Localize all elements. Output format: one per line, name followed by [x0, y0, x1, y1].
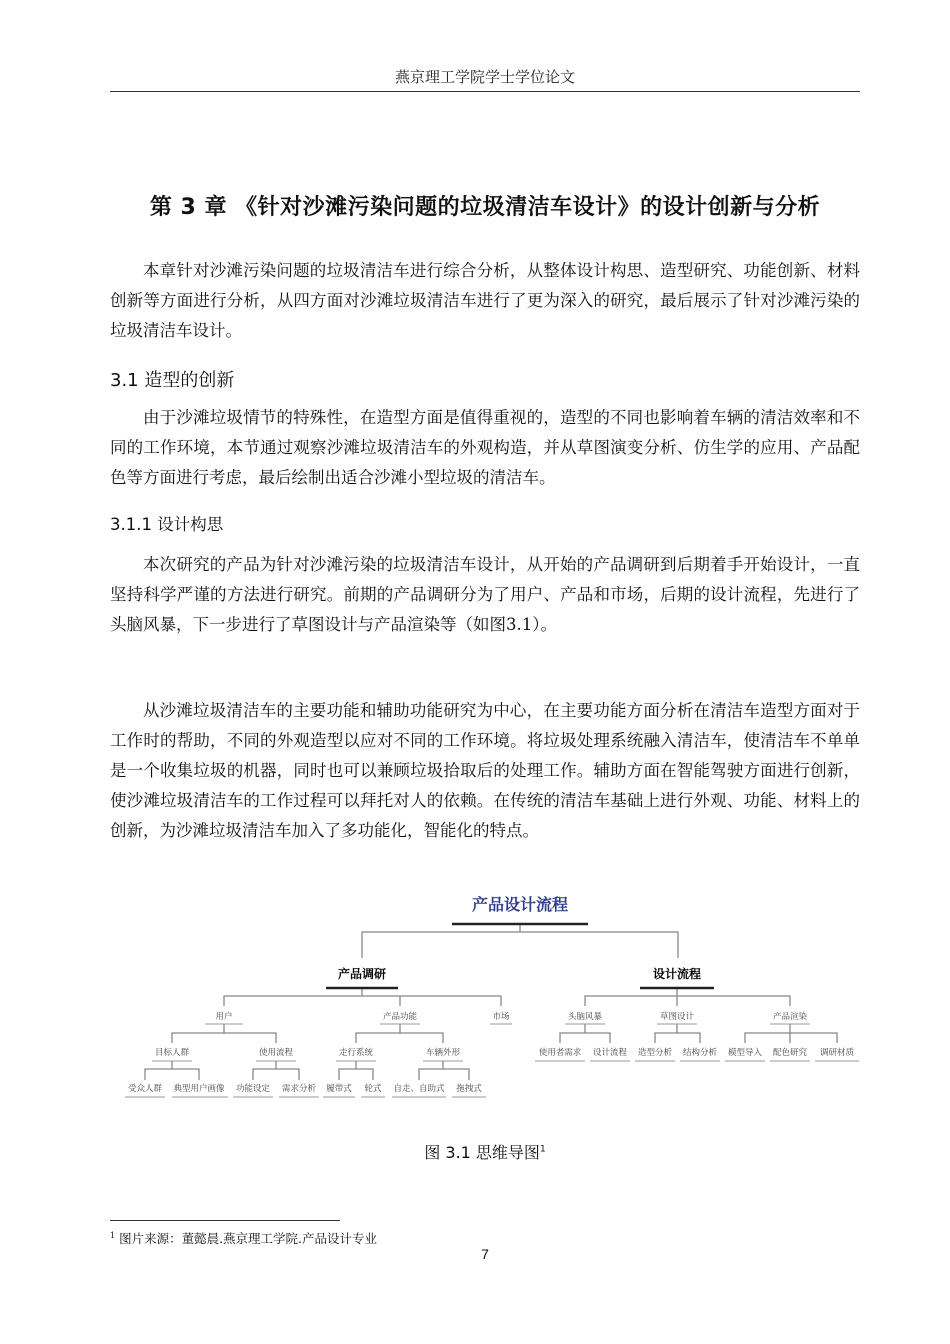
section-heading-3-1: 3.1 造型的创新: [110, 370, 235, 391]
section-3-1-paragraph: 由于沙滩垃圾情节的特殊性，在造型方面是值得重视的，造型的不同也影响着车辆的清洁效率和不同的工作环境，本节通过观察沙滩垃圾清洁车的外观构造，并从草图演变分析、仿生学的应用、产品配色等方面进行考虑，最后绘制出适合沙滩小型垃圾的清洁车。: [110, 408, 860, 487]
footnote-mark: 1: [110, 1230, 116, 1240]
running-header: 燕京理工学院学士学位论文: [394, 68, 575, 86]
leaf-node: 履带式: [326, 1084, 352, 1094]
node-usage-flow: 使用流程: [258, 1048, 294, 1058]
leaf-node: 造型分析: [637, 1048, 673, 1058]
node-walk-system: 走行系统: [338, 1048, 374, 1058]
leaf-node: 结构分析: [682, 1048, 718, 1058]
node-design-flow: 设计流程: [652, 967, 702, 981]
leaf-node: 轮式: [364, 1084, 382, 1094]
leaf-node: 典型用户画像: [173, 1084, 225, 1094]
caption-text: 图 3.1 思维导图: [424, 1143, 540, 1162]
leaf-node: 需求分析: [281, 1084, 317, 1094]
leaf-node: 使用者需求: [538, 1048, 582, 1058]
node-sketch-design: 草图设计: [659, 1012, 695, 1022]
page-number: 7: [481, 1246, 489, 1262]
leaf-node: 设计流程: [592, 1048, 628, 1058]
intro-paragraph: 本章针对沙滩污染问题的垃圾清洁车进行综合分析，从整体设计构思、造型研究、功能创新、材料创新等方面进行分析，从四方面对沙滩垃圾清洁车进行了更为深入的研究，最后展示了针对沙滩污染的垃圾清洁车设计。: [110, 261, 860, 340]
leaf-node: 功能设定: [235, 1084, 271, 1094]
footnote-ref: 1: [539, 1144, 546, 1155]
node-target-group: 目标人群: [154, 1048, 190, 1058]
leaf-node: 调研材质: [819, 1048, 855, 1058]
node-product-research: 产品调研: [337, 967, 387, 981]
section-3-1-1-paragraph-2: 从沙滩垃圾清洁车的主要功能和辅助功能研究为中心，在主要功能方面分析在清洁车造型方面对于工作时的帮助，不同的外观造型以应对不同的工作环境。将垃圾处理系统融入清洁车，使清洁车不单单是一个收集垃圾的机器，同时也可以兼顾垃圾拾取后的处理工作。辅助方面在智能驾驶方面进行创新，使沙滩垃圾清洁车的工作过程可以拜托对人的依赖。在传统的清洁车基础上进行外观、功能、材料上的创新，为沙滩垃圾清洁车加入了多功能化，智能化的特点。: [110, 701, 860, 840]
footnote: [110, 1229, 377, 1247]
footnote-text: 图片来源：董懿晨.燕京理工学院.产品设计专业: [119, 1231, 378, 1246]
chapter-title: 第 3 章 《针对沙滩污染问题的垃圾清洁车设计》的设计创新与分析: [149, 195, 821, 220]
leaf-node: 模型导入: [727, 1048, 763, 1058]
leaf-node: 自走、自助式: [393, 1084, 445, 1094]
leaf-node: 配色研究: [772, 1048, 808, 1058]
section-3-1-1-paragraph-1: 本次研究的产品为针对沙滩污染的垃圾清洁车设计，从开始的产品调研到后期着手开始设计，一直坚持科学严谨的方法进行研究。前期的产品调研分为了用户、产品和市场，后期的设计流程，先进行了头脑风暴，下一步进行了草图设计与产品渲染等（如图3.1）。: [110, 555, 860, 634]
node-market: 市场: [492, 1012, 510, 1022]
node-product-function: 产品功能: [382, 1012, 418, 1022]
leaf-node: 受众人群: [127, 1084, 163, 1094]
section-heading-3-1-1: 3.1.1 设计构思: [110, 515, 224, 534]
node-user: 用户: [215, 1012, 233, 1022]
leaf-node: 拖拽式: [456, 1084, 482, 1094]
footnote-divider: [110, 1220, 340, 1221]
figure-caption: [110, 1140, 860, 1163]
node-brainstorm: 头脑风暴: [567, 1012, 603, 1022]
node-vehicle-shape: 车辆外形: [425, 1048, 461, 1058]
diagram-root-title: 产品设计流程: [471, 895, 569, 914]
node-product-render: 产品渲染: [772, 1012, 808, 1022]
